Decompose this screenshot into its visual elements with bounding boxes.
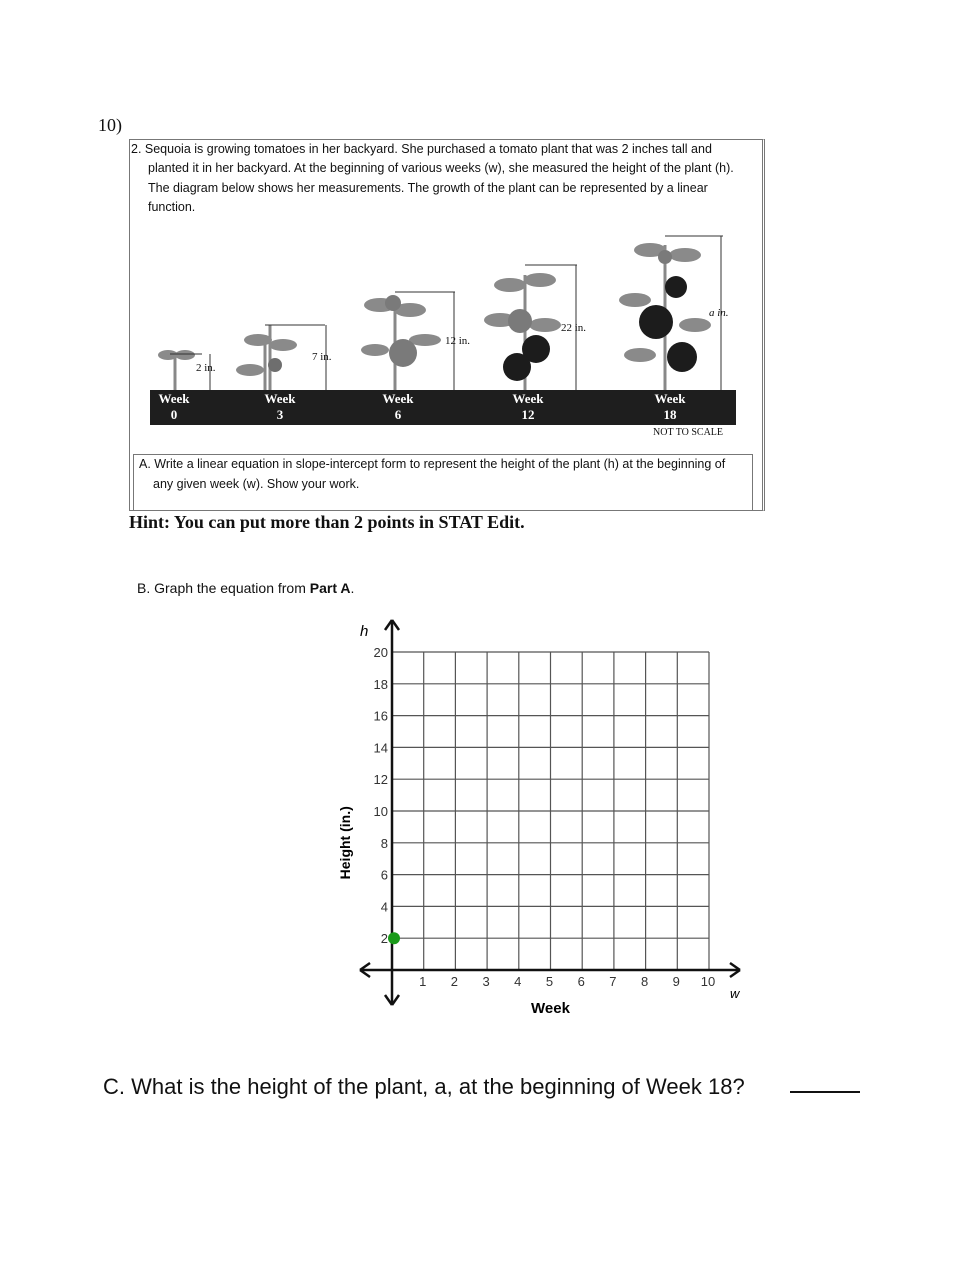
week-label-6 bbox=[374, 391, 422, 423]
problem-statement bbox=[131, 140, 756, 217]
y-axis-label: Height (in.) bbox=[337, 806, 353, 880]
part-b-bold: Part A bbox=[309, 580, 351, 596]
x-tick-label: 8 bbox=[640, 974, 649, 989]
height-label-week-0: 2 in. bbox=[196, 362, 216, 374]
part-b-suffix: . bbox=[350, 580, 355, 596]
answer-blank[interactable] bbox=[790, 1091, 860, 1093]
coordinate-grid[interactable] bbox=[330, 610, 760, 1025]
y-tick-label: 10 bbox=[373, 804, 388, 819]
part-a-question bbox=[133, 454, 753, 510]
x-variable-label: w bbox=[730, 986, 740, 1001]
part-c-question: C. What is the height of the plant, a, at the beginning of Week 18? bbox=[103, 1074, 745, 1099]
part-a-line: A. Write a linear equation in slope-intercept form to represent the height of the plant (h) at the beginning of bbox=[139, 457, 726, 471]
x-tick-label: 1 bbox=[419, 974, 427, 989]
x-tick-label: 6 bbox=[577, 974, 585, 989]
week-word: Week bbox=[382, 391, 414, 406]
week-word: Week bbox=[158, 391, 190, 406]
y-tick-label: 4 bbox=[380, 899, 388, 915]
y-tick-label: 16 bbox=[373, 708, 388, 724]
week-label-12 bbox=[504, 391, 552, 423]
week-number: 0 bbox=[170, 407, 178, 422]
height-label-week-12: 22 in. bbox=[561, 322, 587, 334]
height-label-week-18: a in. bbox=[709, 307, 729, 319]
y-tick-label: 14 bbox=[373, 740, 388, 756]
week-number: 3 bbox=[276, 407, 284, 422]
week-label-3 bbox=[256, 391, 304, 423]
y-tick-label: 6 bbox=[380, 867, 388, 883]
not-to-scale-note: NOT TO SCALE bbox=[653, 427, 724, 438]
y-tick-label: 18 bbox=[373, 676, 388, 692]
x-tick-label: 3 bbox=[482, 974, 490, 989]
y-variable-label: h bbox=[360, 623, 369, 640]
height-label-week-6: 12 in. bbox=[445, 335, 471, 347]
x-tick-label: 2 bbox=[450, 974, 459, 989]
week-number: 6 bbox=[394, 407, 402, 422]
data-point bbox=[388, 932, 400, 944]
tomato-plants-illustration bbox=[140, 225, 750, 395]
problem-line: planted it in her backyard. At the beginning of various weeks (w), she measured the height of the plant (h). bbox=[148, 161, 734, 176]
question-number: 10) bbox=[98, 115, 122, 135]
problem-line: 2. Sequoia is growing tomatoes in her backyard. She purchased a tomato plant that was 2 inches tall and bbox=[131, 142, 712, 156]
week-word: Week bbox=[512, 391, 544, 406]
hint-text: Hint: You can put more than 2 points in STAT Edit. bbox=[129, 512, 525, 532]
problem-line: The diagram below shows her measurements. The growth of the plant can be represented by a linear bbox=[148, 180, 708, 195]
x-tick-label: 5 bbox=[545, 974, 554, 989]
height-label-week-3: 7 in. bbox=[312, 351, 332, 363]
x-tick-label: 7 bbox=[609, 974, 617, 989]
week-number: 18 bbox=[663, 407, 677, 422]
part-b-prefix: B. Graph the equation from bbox=[137, 580, 310, 596]
y-tick-label: 2 bbox=[380, 931, 388, 947]
ground-bar bbox=[150, 390, 736, 425]
x-axis-label: Week bbox=[531, 1000, 570, 1017]
week-label-18 bbox=[646, 391, 694, 423]
y-tick-label: 8 bbox=[380, 835, 388, 851]
week-number: 12 bbox=[521, 407, 535, 422]
x-tick-label: 10 bbox=[700, 974, 716, 989]
y-tick-label: 12 bbox=[373, 772, 388, 788]
x-tick-label: 4 bbox=[514, 974, 522, 989]
week-label-0 bbox=[150, 391, 198, 423]
part-b-question bbox=[137, 580, 354, 596]
problem-line: function. bbox=[148, 199, 196, 214]
y-tick-label: 20 bbox=[373, 645, 388, 660]
week-word: Week bbox=[654, 391, 686, 406]
x-tick-label: 9 bbox=[672, 974, 680, 989]
part-a-line: any given week (w). Show your work. bbox=[153, 476, 360, 491]
week-word: Week bbox=[264, 391, 296, 406]
